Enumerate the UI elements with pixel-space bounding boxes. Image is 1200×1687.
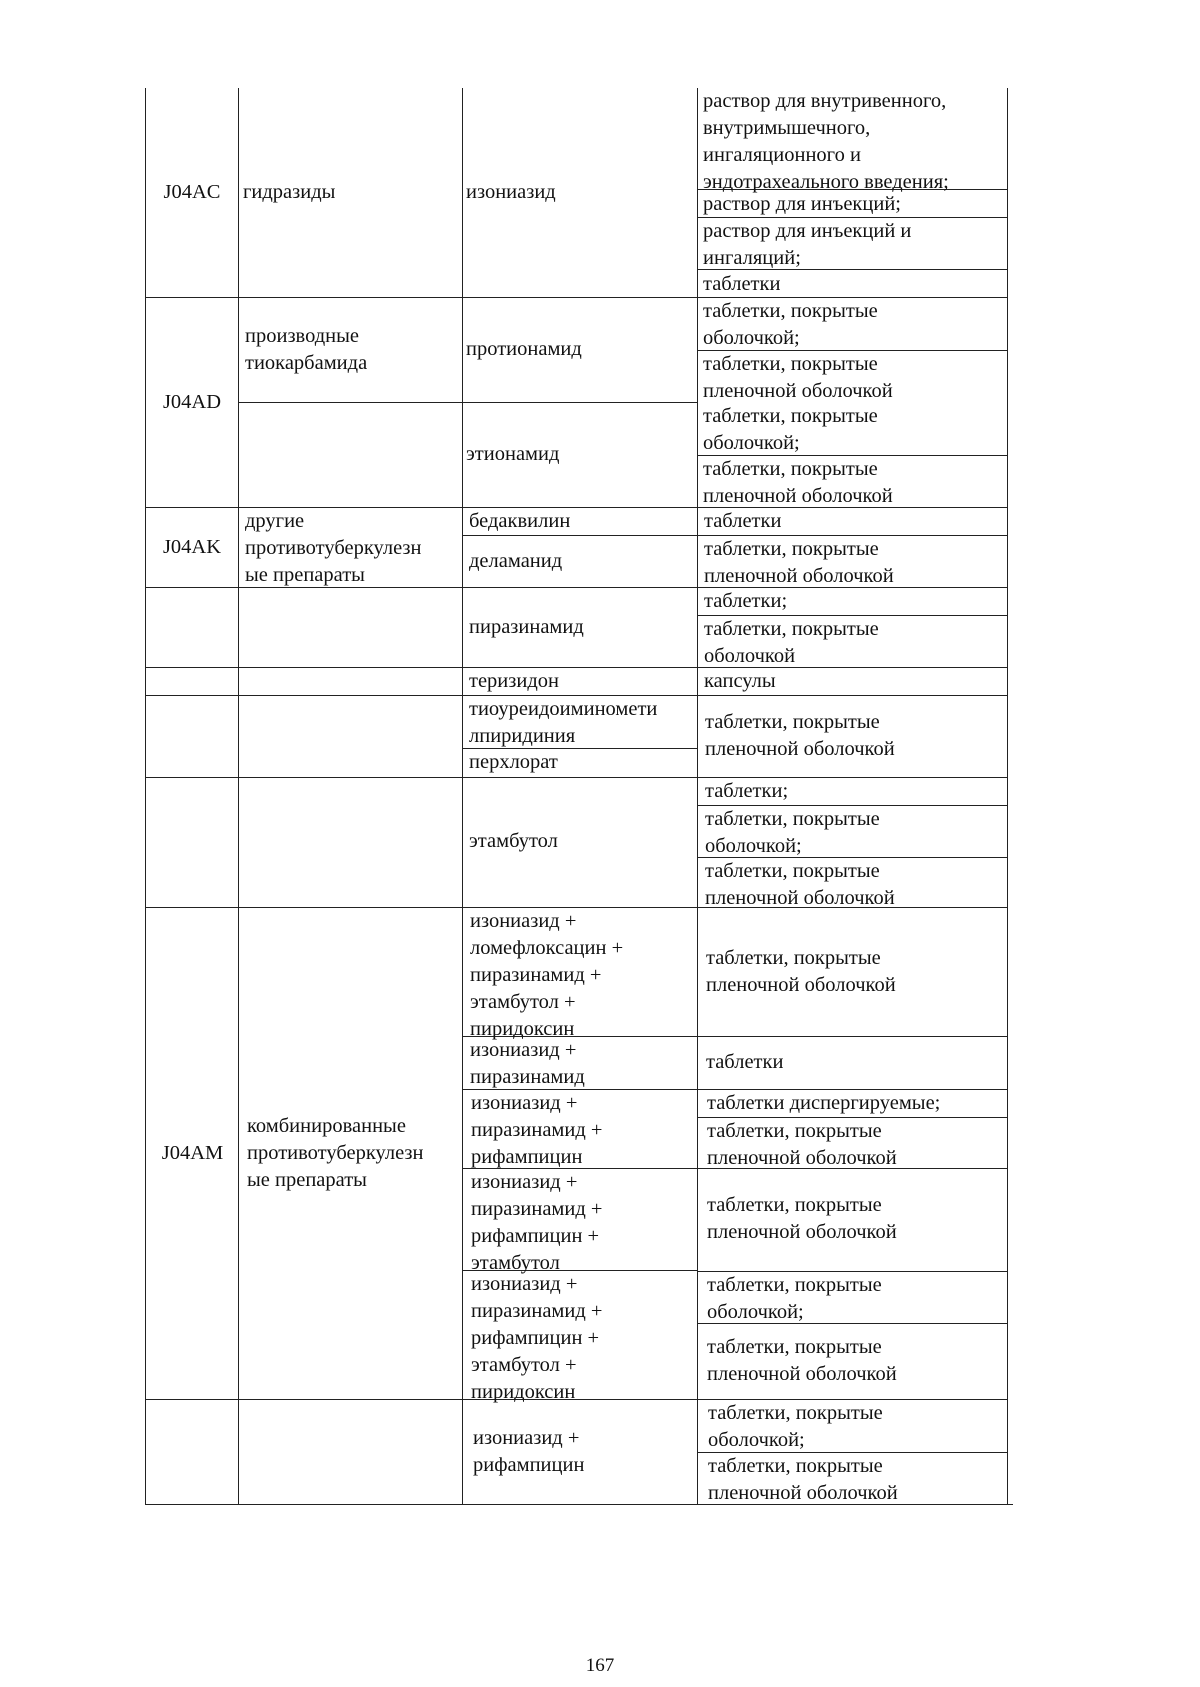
atc-code-cell: J04AM [161,1141,224,1164]
drug-name-cell: изониазид + рифампицин [473,1427,585,1476]
group-name-cell: гидразиды [243,180,336,203]
dosage-form-cell: таблетки диспергируемые; [707,1092,941,1114]
dosage-form-cell: таблетки, покрытые пленочной оболочкой [708,1455,898,1504]
dosage-form-cell: таблетки, покрытые оболочкой; [708,1402,883,1451]
drug-name-cell: изониазид [466,180,556,203]
dosage-form-cell: таблетки, покрытые пленочной оболочкой [707,1120,897,1169]
dosage-form-cell: таблетки, покрытые пленочной оболочкой [705,711,895,760]
drug-name-cell: изониазид + пиразинамид [470,1039,585,1088]
dosage-form-cell: таблетки, покрытые оболочкой [704,618,879,667]
dosage-form-cell: таблетки, покрытые оболочкой; [705,808,880,857]
drug-name-cell: деламанид [469,549,563,572]
dosage-form-cell: таблетки, покрытые пленочной оболочкой [706,946,896,996]
drug-name-cell: теризидон [469,670,559,692]
drug-name-cell: пиразинамид [469,615,584,638]
drug-name-cell: тиоуреидоиминомети лпиридиния [469,698,658,747]
atc-code-cell: J04AK [162,535,222,558]
dosage-form-cell: таблетки; [704,590,788,612]
drug-name-cell: этионамид [466,443,560,465]
group-name-cell: другие противотуберкулезн ые препараты [245,510,422,586]
dosage-form-cell: таблетки, покрытые пленочной оболочкой [704,538,894,587]
dosage-form-cell: таблетки, покрытые пленочной оболочкой [703,458,893,507]
page-number: 167 [585,1655,615,1676]
table-rule-vertical [462,88,463,1505]
drug-name-cell: изониазид + ломефлоксацин + пиразинамид + этамбутол + пиридоксин [470,910,624,1040]
dosage-form-cell: таблетки; [705,780,789,802]
table-rule-vertical [1007,88,1008,1505]
dosage-form-cell: таблетки, покрытые пленочной оболочкой [705,860,895,909]
drug-name-cell: изониазид + пиразинамид + рифампицин + этамбутол + пиридоксин [471,1273,603,1403]
group-name-cell: комбинированные противотуберкулезн ые препараты [247,1114,424,1191]
dosage-form-cell: капсулы [704,670,776,692]
drug-name-cell: бедаквилин [469,510,571,532]
table-rule-vertical [697,88,698,1505]
drug-name-cell: изониазид + пиразинамид + рифампицин [471,1092,603,1168]
dosage-form-cell: таблетки [706,1051,784,1073]
dosage-form-cell: таблетки, покрытые оболочкой; [703,300,878,349]
dosage-form-cell: раствор для внутривенного, внутримышечного, ингаляционного и эндотрахеального введения; [703,90,949,193]
group-name-cell: производные тиокарбамида [245,324,368,374]
drug-name-cell: протионамид [466,338,582,360]
dosage-form-cell: таблетки [704,510,782,532]
drug-name-cell: перхлорат [469,751,558,773]
dosage-form-cell: раствор для инъекций; [703,193,901,215]
dosage-form-cell: таблетки, покрытые оболочкой; [707,1274,882,1323]
dosage-form-cell: раствор для инъекций и ингаляций; [703,220,912,269]
dosage-form-cell: таблетки, покрытые пленочной оболочкой [703,353,893,402]
dosage-form-cell: таблетки, покрытые оболочкой; [703,405,878,454]
atc-code-cell: J04AD [162,390,222,413]
drug-name-cell: этамбутол [469,830,558,852]
drug-name-cell: изониазид + пиразинамид + рифампицин + этамбутол [471,1171,603,1274]
atc-code-cell: J04AC [163,180,221,203]
dosage-form-cell: таблетки, покрытые пленочной оболочкой [707,1194,897,1243]
dosage-form-cell: таблетки [703,273,781,295]
dosage-form-cell: таблетки, покрытые пленочной оболочкой [707,1336,897,1385]
